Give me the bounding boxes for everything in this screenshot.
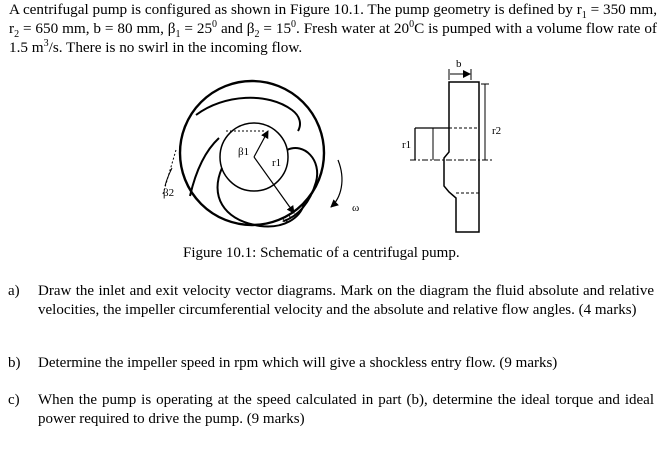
question-text: When the pump is operating at the speed calculated in part (b), determine the ideal torque and ideal power required to drive the pump. (9 marks) (38, 392, 654, 427)
rotation-omega-arrow (331, 160, 342, 207)
question-text: Determine the impeller speed in rpm which will give a shockless entry flow. (9 marks) (38, 355, 558, 371)
question-label: c) (8, 392, 20, 408)
side-r2-label: r2 (492, 125, 502, 137)
question-label: a) (8, 283, 20, 299)
problem-statement: A centrifugal pump is configured as shown in Figure 10.1. The pump geometry is defined by $r_1 = 350$ mm, $r_2 = 650$ mm, b = 80 mm, $\beta_1 = 25^0$ and $\beta_2 = 15^0$. Fresh water at $20^0C$ is pumped with a volume flow rate of 1.5 $m^3/s$. There is no swirl in the incoming flow. (9, 1, 657, 56)
omega-label: ω (352, 202, 360, 214)
question-label: b) (8, 355, 21, 371)
impeller-blade (284, 148, 317, 221)
figure-caption: Figure 10.1: Schematic of a centrifugal pump. (183, 245, 460, 261)
impeller-blade (190, 138, 219, 196)
r1-label: r1 (272, 157, 282, 169)
r1-radius-arrow (254, 131, 268, 157)
impeller-front-view (163, 81, 359, 226)
beta2-label: β2 (163, 187, 175, 199)
b-label: b (456, 58, 462, 70)
impeller-blade (196, 98, 300, 131)
pump-side-view (402, 58, 501, 232)
beta1-label: β1 (238, 146, 250, 158)
question-text: Draw the inlet and exit velocity vector diagrams. Mark on the diagram the fluid absolute and relative velocities, the impeller circumferential velocity and the absolute and relative flow angles. (4 marks) (38, 283, 654, 318)
r2-label: r2 (282, 213, 292, 225)
side-r1-label: r1 (402, 139, 412, 151)
side-view-casing-outline (444, 82, 479, 232)
impeller-outer-circle (180, 81, 324, 225)
